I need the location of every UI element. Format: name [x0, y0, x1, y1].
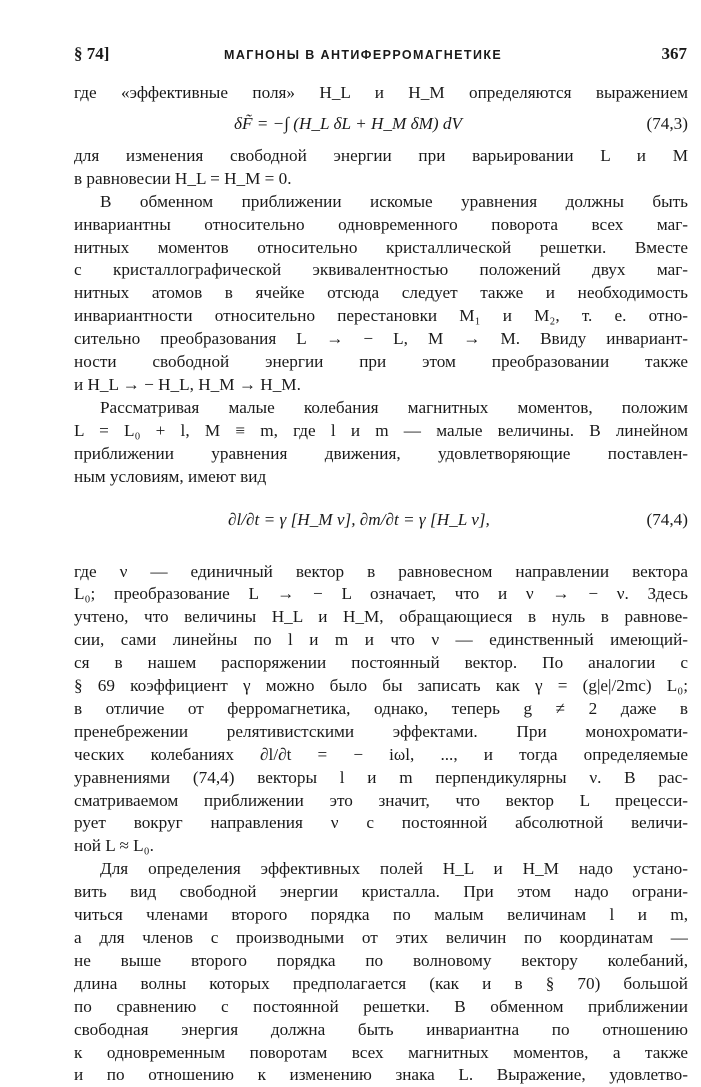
text-line: нитных атомов в ячейке отсюда следует также и необходимость	[74, 283, 688, 303]
text-line: L = L₀ + l, M ≡ m, где l и m — малые величины. В линейном	[74, 420, 688, 440]
text-line: учтено, что величины H_L и H_M, обращающиеся в нуль в равнове-	[74, 607, 688, 627]
chapter-title: МАГНОНЫ В АНТИФЕРРОМАГНЕТИКЕ	[224, 48, 503, 62]
text-line: по сравнению с постоянной решетки. В обменном приближении	[74, 996, 688, 1016]
text-line: § 69 коэффициент γ можно было бы записать как γ = (g|e|/2mc) L₀;	[74, 676, 688, 696]
text-line: длина волны которых предполагается (как и в § 70) большой	[74, 973, 688, 993]
page-number: 367	[661, 44, 687, 63]
text-line: а для членов с производными от этих величин по координатам —	[74, 928, 688, 947]
text-line: с кристаллографической эквивалентностью положений двух маг-	[74, 260, 688, 280]
text-line: свободная энергия должна быть инвариантна по отношению	[74, 1019, 688, 1039]
text-line: пренебрежении релятивистскими эффектами. При монохромати-	[74, 721, 688, 741]
body-text	[74, 82, 688, 1087]
text-line: сительно преобразования L → − L, M → M. Ввиду инвариант-	[74, 329, 688, 349]
text-line: сматриваемом приближении это значит, что вектор L прецесси-	[74, 790, 688, 810]
text-line: L₀; преобразование L → − L означает, что и ν → − ν. Здесь	[74, 584, 688, 604]
equation-74-4	[74, 495, 688, 555]
paragraph-start: Рассматривая малые колебания магнитных моментов, положим	[100, 397, 688, 417]
equation-number: (74,3)	[646, 113, 688, 133]
text-line: для изменения свободной энергии при варьировании L и M	[74, 145, 688, 165]
text-line: инвариантны относительно одновременного поворота всех маг-	[74, 214, 688, 234]
text-line: ческих колебаниях ∂l/∂t = − iωl, ..., и тогда определяемые	[74, 744, 688, 764]
text-line: к одновременным поворотам всех магнитных моментов, а также	[74, 1042, 688, 1062]
text-line: вить вид свободной энергии кристалла. При этом надо ограни-	[74, 882, 688, 902]
text-line: ным условиям, имеют вид	[74, 466, 267, 486]
text-line: и H_L → − H_L, H_M → H_M.	[74, 374, 301, 394]
text-line: и по отношению к изменению знака L. Выражение, удовлетво-	[74, 1065, 688, 1085]
text-line: в равновесии H_L = H_M = 0.	[74, 168, 292, 188]
formula: δF̃ = −∫ (H_L δL + H_M δM) dV	[234, 113, 463, 133]
text-line: приближении уравнения движения, удовлетворяющие поставлен-	[74, 443, 688, 463]
text-line: не выше второго порядка по волновому вектору колебаний,	[74, 950, 688, 970]
text-line: где «эффективные поля» H_L и H_M определяются выражением	[74, 83, 688, 102]
equation-number: (74,4)	[646, 509, 688, 529]
text-line: в отличие от ферромагнетика, однако, теперь g ≠ 2 даже в	[74, 698, 688, 718]
running-header	[74, 44, 687, 66]
text-line: нитных моментов относительно кристаллической решетки. Вместе	[74, 237, 688, 257]
formula: ∂l/∂t = γ [H_M ν], ∂m/∂t = γ [H_L ν],	[228, 509, 490, 529]
text-line: уравнениями (74,4) векторы l и m перпендикулярны ν. В рас-	[74, 767, 688, 787]
text-line: инвариантности относительно перестановки M₁ и M₂, т. е. отно-	[74, 306, 688, 326]
text-line: сии, сами линейны по l и m и что ν — единственный имеющий-	[74, 630, 688, 650]
paragraph-start: В обменном приближении искомые уравнения должны быть	[100, 191, 688, 211]
text-line: рует вокруг направления ν с постоянной абсолютной величи-	[74, 813, 688, 833]
text-line: ности свободной энергии при этом преобразовании также	[74, 352, 688, 372]
text-line: читься членами второго порядка по малым величинам l и m,	[74, 905, 688, 925]
text-line: ной L ≈ L₀.	[74, 836, 154, 856]
text-line: где ν — единичный вектор в равновесном направлении вектора	[74, 561, 688, 581]
paragraph-start: Для определения эффективных полей H_L и H_M надо устано-	[100, 859, 688, 879]
text-line: ся в нашем распоряжении постоянный вектор. По аналогии с	[74, 653, 688, 673]
section-ref: § 74]	[74, 44, 110, 63]
equation-74-3	[74, 113, 688, 137]
